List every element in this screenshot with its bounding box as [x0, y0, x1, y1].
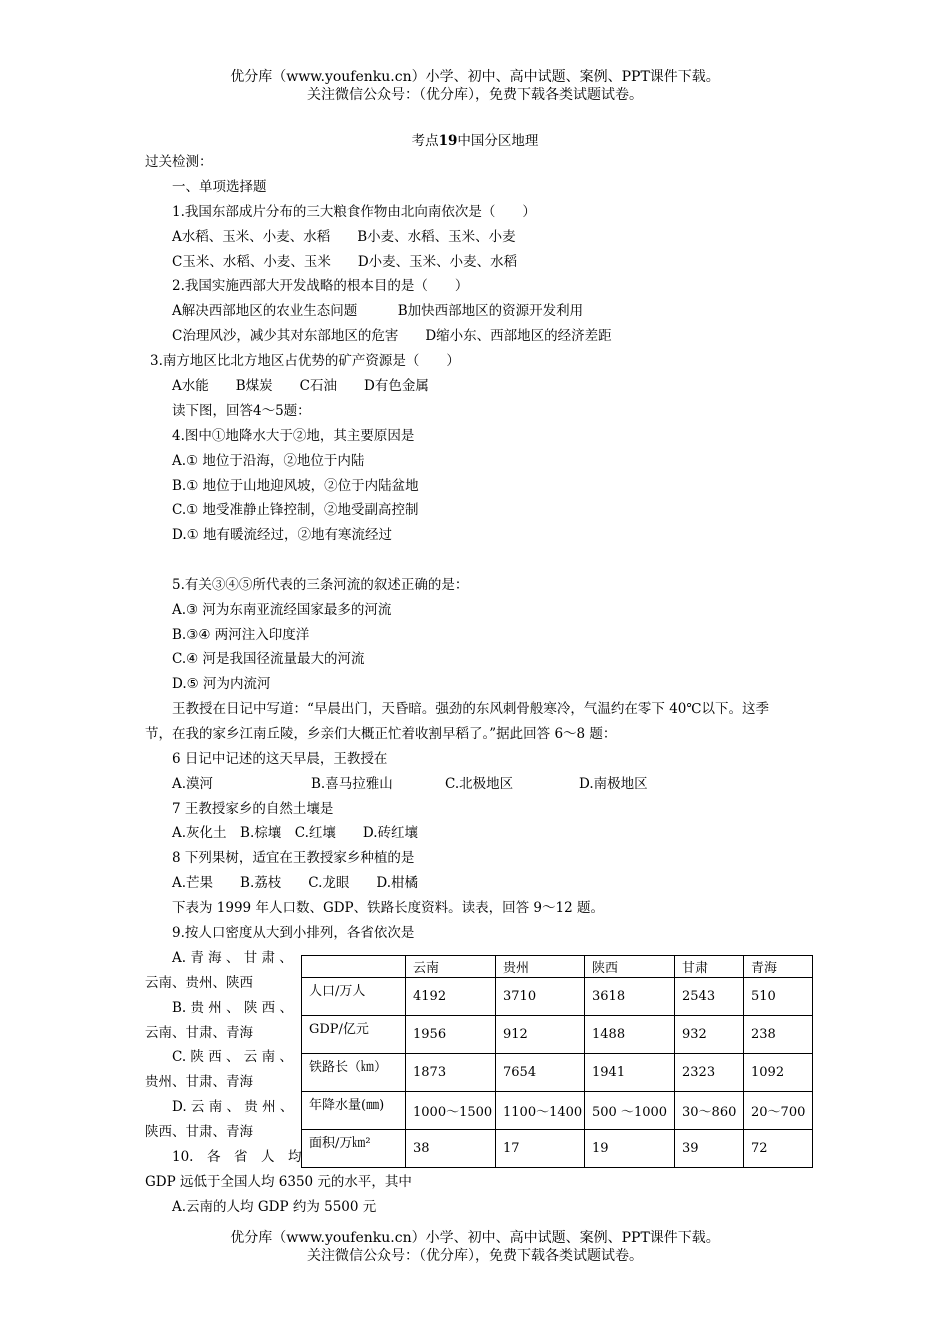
q9-stem: 9.按人口密度从大到小排列，各省依次是 [172, 925, 415, 941]
q4-stem: 4.图中①地降水大于②地，其主要原因是 [172, 428, 415, 444]
q6-option-c: C.北极地区 [445, 776, 514, 792]
q3-options: A水能 B煤炭 C石油 D有色金属 [172, 378, 429, 394]
table-cell: 2323 [675, 1054, 744, 1092]
table-cell: 1873 [406, 1054, 496, 1092]
q8-options: A.芒果 B.荔枝 C.龙眼 D.柑橘 [172, 875, 419, 891]
q9-option-a-1: A. 青 海 、 甘 肃 、 [172, 950, 293, 966]
table-header-cell: 青海 [744, 956, 813, 978]
table-row-label: 人口/万人 [302, 978, 406, 1016]
passage-line-1: 王教授在日记中写道：“早晨出门，天昏暗。强劲的东风刺骨般寒冷，气温约在零下 40℃以下。这季 [172, 701, 769, 717]
table-row [302, 1130, 813, 1168]
table-cell: 2543 [675, 978, 744, 1016]
table-cell: 39 [675, 1130, 744, 1168]
q9-option-b-1: B. 贵 州 、 陕 西 、 [172, 1000, 293, 1016]
q6-option-b: B.喜马拉雅山 [311, 776, 393, 792]
q2-options-row-1: A解决西部地区的农业生态问题 B加快西部地区的资源开发利用 [172, 303, 584, 319]
table-row-label: 面积/万㎞² [302, 1130, 406, 1168]
section-label: 过关检测： [145, 154, 213, 170]
table-row-label: 年降水量(㎜) [302, 1092, 406, 1130]
q6-stem: 6 日记中记述的这天早晨，王教授在 [172, 751, 388, 767]
title-prefix: 考点 [411, 133, 439, 149]
table-cell: 7654 [496, 1054, 585, 1092]
part-heading: 一、单项选择题 [172, 179, 267, 195]
q5-option-c: C.④ 河是我国径流量最大的河流 [172, 651, 365, 667]
table-cell: 238 [744, 1016, 813, 1054]
q5-option-a: A.③ 河为东南亚流经国家最多的河流 [172, 602, 392, 618]
q4-option-a: A.① 地位于沿海，②地位于内陆 [172, 453, 365, 469]
table-cell: 1100～1400 [496, 1092, 585, 1130]
q9-option-d-2: 陕西、甘肃、青海 [145, 1124, 253, 1140]
table-cell: 500 ～1000 [585, 1092, 675, 1130]
q6-option-a: A.漠河 [172, 776, 214, 792]
footer-banner [0, 1229, 950, 1265]
read-instruction-4-5: 读下图，回答4～5题： [172, 403, 311, 419]
table-cell: 72 [744, 1130, 813, 1168]
header-line-2: 关注微信公众号：（优分库），免费下载各类试题试卷。 [307, 87, 643, 103]
passage-line-2: 节，在我的家乡江南丘陵，乡亲们大概正忙着收割早稻了。”据此回答 6～8 题： [145, 726, 617, 742]
table-header-cell: 云南 [406, 956, 496, 978]
q5-option-b: B.③④ 两河注入印度洋 [172, 627, 310, 643]
q3-stem: 3.南方地区比北方地区占优势的矿产资源是（ ） [150, 353, 460, 369]
table-header-cell: 贵州 [496, 956, 585, 978]
page-title [0, 129, 950, 149]
q4-option-d: D.① 地有暖流经过，②地有寒流经过 [172, 527, 393, 543]
title-number: 19 [438, 133, 458, 149]
table-cell: 1092 [744, 1054, 813, 1092]
table-header-cell: 甘肃 [675, 956, 744, 978]
q10-stem-1: 10. 各 省 人 均 [172, 1149, 302, 1165]
q5-option-d: D.⑤ 河为内流河 [172, 676, 271, 692]
q7-options: A.灰化土 B.棕壤 C.红壤 D.砖红壤 [172, 825, 419, 841]
table-cell: 932 [675, 1016, 744, 1054]
footer-line-2: 关注微信公众号：（优分库），免费下载各类试题试卷。 [307, 1248, 643, 1264]
header-line-1: 优分库（www.youfenku.cn）小学、初中、高中试题、案例、PPT课件下载。 [230, 69, 720, 85]
table-row [302, 978, 813, 1016]
table-header-row [302, 956, 813, 978]
table-cell: 912 [496, 1016, 585, 1054]
table-row-label: GDP/亿元 [302, 1016, 406, 1054]
q9-option-c-2: 贵州、甘肃、青海 [145, 1074, 253, 1090]
q4-option-c: C.① 地受准静止锋控制，②地受副高控制 [172, 502, 419, 518]
q10-option-a: A.云南的人均 GDP 约为 5500 元 [172, 1199, 377, 1215]
header-banner [0, 68, 950, 104]
table-header-corner [302, 956, 406, 978]
table-cell: 3618 [585, 978, 675, 1016]
q9-option-c-1: C. 陕 西 、 云 南 、 [172, 1049, 293, 1065]
table-row-label: 铁路长（㎞） [302, 1054, 406, 1092]
table-cell: 20～700 [744, 1092, 813, 1130]
table-row [302, 1092, 813, 1130]
q4-option-b: B.① 地位于山地迎风坡，②位于内陆盆地 [172, 478, 419, 494]
table-cell: 30～860 [675, 1092, 744, 1130]
table-cell: 38 [406, 1130, 496, 1168]
q10-stem-2: GDP 远低于全国人均 6350 元的水平，其中 [145, 1174, 412, 1190]
q1-options-row-1: A水稻、玉米、小麦、水稻 B小麦、水稻、玉米、小麦 [172, 229, 516, 245]
q2-options-row-2: C治理风沙，减少其对东部地区的危害 D缩小东、西部地区的经济差距 [172, 328, 612, 344]
q9-option-d-1: D. 云 南 、 贵 州 、 [172, 1099, 294, 1115]
footer-line-1: 优分库（www.youfenku.cn）小学、初中、高中试题、案例、PPT课件下载。 [230, 1230, 720, 1246]
table-header-cell: 陕西 [585, 956, 675, 978]
table-cell: 1000～1500 [406, 1092, 496, 1130]
table-row [302, 1054, 813, 1092]
q7-stem: 7 王教授家乡的自然土壤是 [172, 801, 334, 817]
table-cell: 4192 [406, 978, 496, 1016]
title-suffix: 中国分区地理 [457, 133, 539, 149]
table-cell: 3710 [496, 978, 585, 1016]
table-cell: 1941 [585, 1054, 675, 1092]
q2-stem: 2.我国实施西部大开发战略的根本目的是（ ） [172, 278, 469, 294]
province-data-table [301, 955, 813, 1168]
table-cell: 510 [744, 978, 813, 1016]
table-cell: 1488 [585, 1016, 675, 1054]
q9-option-b-2: 云南、甘肃、青海 [145, 1025, 253, 1041]
table-intro: 下表为 1999 年人口数、GDP、铁路长度资料。读表，回答 9～12 题。 [172, 900, 604, 916]
table-cell: 1956 [406, 1016, 496, 1054]
q1-stem: 1.我国东部成片分布的三大粮食作物由北向南依次是（ ） [172, 204, 536, 220]
table-cell: 19 [585, 1130, 675, 1168]
table-cell: 17 [496, 1130, 585, 1168]
table-row [302, 1016, 813, 1054]
q1-options-row-2: C玉米、水稻、小麦、玉米 D小麦、玉米、小麦、水稻 [172, 254, 518, 270]
q6-option-d: D.南极地区 [579, 776, 648, 792]
q8-stem: 8 下列果树，适宜在王教授家乡种植的是 [172, 850, 415, 866]
q9-option-a-2: 云南、贵州、陕西 [145, 975, 253, 991]
q5-stem: 5.有关③④⑤所代表的三条河流的叙述正确的是： [172, 577, 469, 593]
